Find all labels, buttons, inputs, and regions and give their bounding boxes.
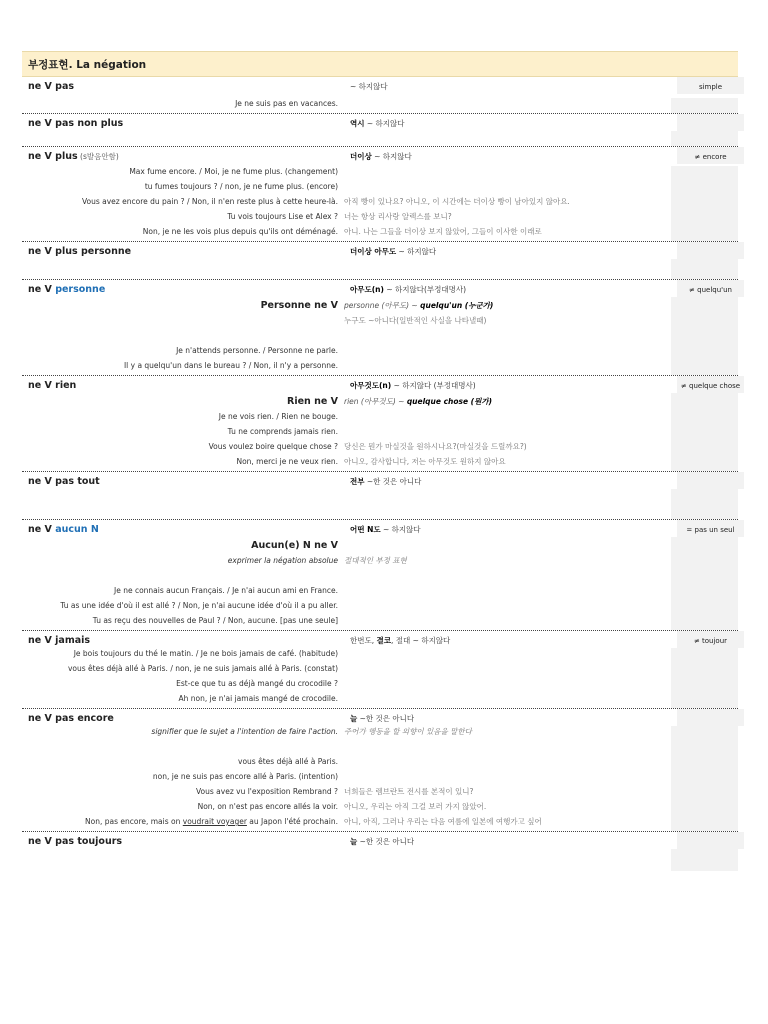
example-row xyxy=(22,648,738,663)
example-ko: 아직 빵이 있나요? 아니오, 이 시간에는 더이상 빵이 남아있지 않아요. xyxy=(344,197,570,206)
example-row xyxy=(22,663,738,678)
inverted-expression: Personne ne V xyxy=(260,300,338,311)
example-row xyxy=(22,756,738,771)
example-fr: Vous voulez boire quelque chose ? xyxy=(208,442,338,451)
example-ko: 아니. 나는 그들을 더이상 보지 않았어, 그들이 이사한 이래로 xyxy=(344,227,542,236)
example-row xyxy=(22,211,738,226)
example-row xyxy=(22,196,738,211)
meaning: 더이상 아무도 ~ 하지않다 xyxy=(350,247,437,256)
example-fr: tu fumes toujours ? / non, je ne fume plus. (encore) xyxy=(144,182,338,191)
expression: ne V pas encore xyxy=(28,713,114,724)
inverted-form-row xyxy=(22,297,738,315)
expression: ne V pas toujours xyxy=(28,836,123,847)
section-pas-encore xyxy=(22,709,738,832)
meaning: 늘 ~한 것은 아니다 xyxy=(350,837,415,846)
meaning: 어떤 N도 ~ 하지않다 xyxy=(350,525,421,534)
note: simple xyxy=(677,77,744,94)
meaning: ~ 하지않다 xyxy=(350,82,388,91)
inverted-expression: Aucun(e) N ne V xyxy=(251,540,338,551)
example-fr: Non, pas encore, mais on voudrait voyager au Japon l'été prochain. xyxy=(85,817,338,826)
expression-row xyxy=(22,631,738,648)
inverted-form-row xyxy=(22,537,738,555)
note-row xyxy=(22,315,738,330)
example-fr: non, je ne suis pas encore allé à Paris. (intention) xyxy=(152,772,338,781)
explanation-fr: exprimer la négation absolue xyxy=(227,556,338,565)
example-fr: Je ne suis pas en vacances. xyxy=(235,99,338,108)
example-fr: Tu ne comprends jamais rien. xyxy=(227,427,338,436)
section-pas-toujours xyxy=(22,832,738,871)
example-row xyxy=(22,786,738,801)
expression-row xyxy=(22,280,738,297)
example-fr: Je bois toujours du thé le matin. / Je ne bois jamais de café. (habitude) xyxy=(73,649,338,658)
note: = pas un seul xyxy=(677,520,744,537)
note xyxy=(677,709,744,726)
expression-row xyxy=(22,77,738,94)
example-fr: Je ne connais aucun Français. / Je n'ai aucun ami en France. xyxy=(113,586,338,595)
example-fr: Il y a quelqu'un dans le bureau ? / Non, il n'y a personne. xyxy=(123,361,338,370)
example-fr: vous êtes déjà allé à Paris. xyxy=(238,757,338,766)
example-row xyxy=(22,181,738,196)
meaning: 전부 ~한 것은 아니다 xyxy=(350,477,422,486)
example-fr: Non, je ne les vois plus depuis qu'ils ont déménagé. xyxy=(142,227,338,236)
explanation-ko: 절대적인 부정 표현 xyxy=(344,556,407,565)
example-row xyxy=(22,585,738,600)
example-row xyxy=(22,94,738,113)
note: ≠ quelque chose xyxy=(677,376,744,393)
example-fr: Est-ce que tu as déjà mangé du crocodile ? xyxy=(176,679,338,688)
expression: ne V pas tout xyxy=(28,476,100,487)
example-fr: Je ne vois rien. / Rien ne bouge. xyxy=(218,412,338,421)
example-ko: 너희들은 렘브란트 전시를 본적이 있니? xyxy=(344,787,474,796)
example-fr: vous êtes déjà allé à Paris. / non, je ne suis jamais allé à Paris. (constat) xyxy=(67,664,338,673)
example-fr: Non, merci je ne veux rien. xyxy=(236,457,338,466)
section-aucun xyxy=(22,520,738,631)
example-fr: Tu as une idée d'où il est allé ? / Non, je n'ai aucune idée d'où il a pu aller. xyxy=(60,601,338,610)
inverted-meaning: rien (아무것도) ~ quelque chose (뭔가) xyxy=(344,397,493,406)
note xyxy=(677,472,744,489)
expression: ne V pas xyxy=(28,81,75,92)
explanation-row xyxy=(22,555,738,570)
expression: ne V plus personne xyxy=(28,246,132,257)
example-ko: 아니오, 감사합니다, 저는 아무것도 원하지 않아요 xyxy=(344,457,506,466)
example-row xyxy=(22,411,738,426)
meaning: 아무것도(n) ~ 하지않다 (부정대명사) xyxy=(350,381,476,390)
example-row xyxy=(22,801,738,816)
explanation-ko: 주어가 행동을 할 의향이 있음을 말한다 xyxy=(344,727,472,736)
meaning: 한번도, 결코, 절대 ~ 하지않다 xyxy=(350,636,451,645)
expression-row xyxy=(22,709,738,726)
example-fr: Non, on n'est pas encore allés la voir. xyxy=(197,802,338,811)
example-row xyxy=(22,615,738,630)
example-ko: 아니, 아직, 그러나 우리는 다음 여름에 일본에 여행가고 싶어 xyxy=(344,817,542,826)
expression-row xyxy=(22,242,738,259)
section-personne xyxy=(22,280,738,376)
inverted-form-row xyxy=(22,393,738,411)
table-title: 부정표현. La négation xyxy=(22,51,738,77)
example-row xyxy=(22,226,738,241)
example-row xyxy=(22,693,738,708)
example-ko: 아니오, 우리는 아직 그걸 보러 가지 않았어. xyxy=(344,802,487,811)
example-fr: Je n'attends personne. / Personne ne parle. xyxy=(176,346,338,355)
example-fr: Vous avez encore du pain ? / Non, il n'en reste plus à cette heure-là. xyxy=(81,197,338,206)
inverted-meaning: personne (아무도) ~ quelqu'un (누군가) xyxy=(344,301,494,310)
expression: ne V rien xyxy=(28,380,77,391)
section-pas-tout xyxy=(22,472,738,520)
example-row xyxy=(22,600,738,615)
section-rien xyxy=(22,376,741,472)
example-row xyxy=(22,678,738,693)
example-fr: Tu vois toujours Lise et Alex ? xyxy=(227,212,338,221)
expression-row xyxy=(22,114,738,131)
section-jamais xyxy=(22,631,738,709)
example-row xyxy=(22,426,738,441)
expression: ne V aucun N xyxy=(28,524,99,535)
note xyxy=(677,114,744,131)
example-fr: Ah non, je n'ai jamais mangé de crocodile. xyxy=(178,694,338,703)
example-fr: Max fume encore. / Moi, je ne fume plus. (changement) xyxy=(129,167,338,176)
example-ko: 당신은 뭔가 마실것을 원하시나요?(마실것을 드릴까요?) xyxy=(344,442,527,451)
section-pas xyxy=(22,77,738,114)
example-fr: Vous avez vu l'exposition Rembrand ? xyxy=(196,787,338,796)
expression-row xyxy=(22,472,738,489)
note xyxy=(677,832,744,849)
expression-row xyxy=(22,832,738,849)
note: ≠ toujour xyxy=(677,631,744,648)
expression: ne V personne xyxy=(28,284,106,295)
section-plus-personne xyxy=(22,242,738,280)
inverted-expression: Rien ne V xyxy=(287,396,338,407)
example-row xyxy=(22,360,738,375)
example-row xyxy=(22,771,738,786)
expression-row xyxy=(22,147,738,164)
explanation-row xyxy=(22,726,738,741)
example-row xyxy=(22,441,738,456)
expression: ne V jamais xyxy=(28,635,91,646)
example-fr: Tu as reçu des nouvelles de Paul ? / Non, aucune. [pas une seule] xyxy=(92,616,338,625)
explanation-fr: signifier que le sujet a l'intention de faire l'action. xyxy=(151,727,338,736)
meaning: 아무도(n) ~ 하지않다(부정대명사) xyxy=(350,285,467,294)
meaning: 늘 ~한 것은 아니다 xyxy=(350,714,415,723)
usage-note: 누구도 ~아니다(일반적인 사실을 나타낼때) xyxy=(344,316,487,325)
note xyxy=(677,242,744,259)
section-plus xyxy=(22,147,738,242)
negation-table xyxy=(22,51,741,871)
note: ≠ encore xyxy=(677,147,744,164)
example-ko: 너는 항상 리사랑 알렉스를 보니? xyxy=(344,212,452,221)
meaning: 역시 ~ 하지않다 xyxy=(350,119,405,128)
expression-row xyxy=(22,520,738,537)
expression-row xyxy=(22,376,741,393)
example-row xyxy=(22,345,738,360)
note: ≠ quelqu'un xyxy=(677,280,744,297)
expression: ne V pas non plus xyxy=(28,118,124,129)
meaning: 더이상 ~ 하지않다 xyxy=(350,152,412,161)
example-row xyxy=(22,816,738,831)
example-row xyxy=(22,456,738,471)
expression: ne V plus (s발음안함) xyxy=(28,151,119,162)
section-pas-non-plus xyxy=(22,114,738,147)
example-row xyxy=(22,164,738,181)
